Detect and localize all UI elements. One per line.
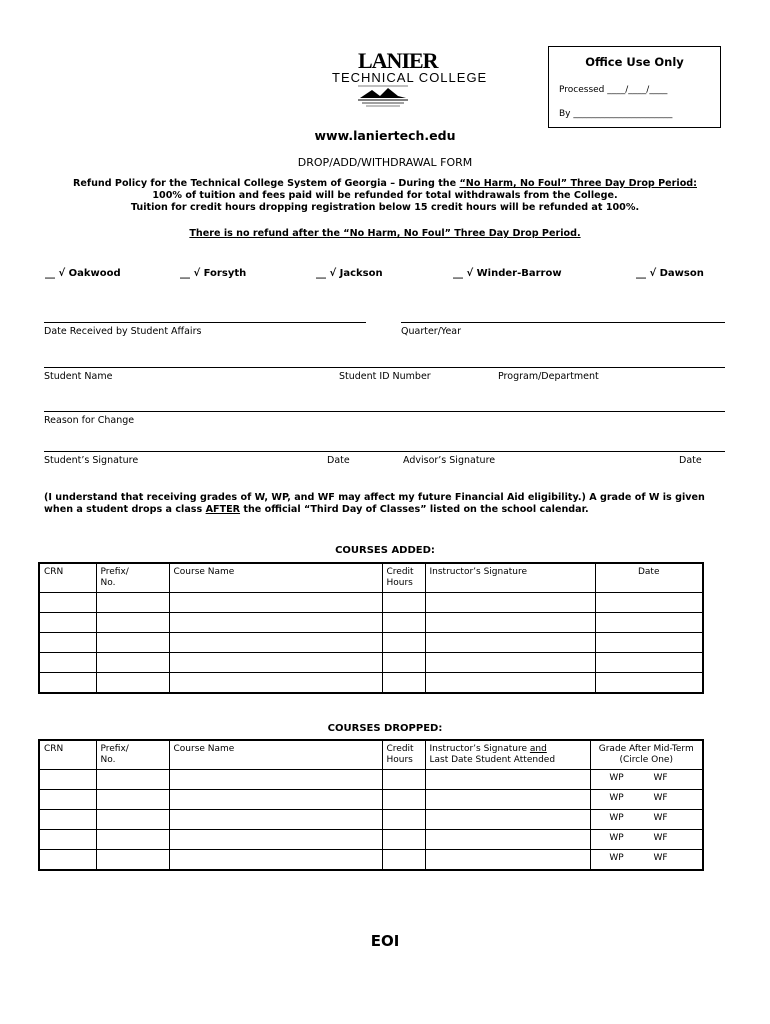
date-received-label: Date Received by Student Affairs <box>44 326 202 337</box>
table-row[interactable] <box>39 593 703 613</box>
reason-label: Reason for Change <box>44 415 135 426</box>
signature-line[interactable] <box>44 451 725 452</box>
policy-line3: Tuition for credit hours dropping registration below 15 credit hours will be refunded at 100%. <box>130 202 640 213</box>
policy-line1-prefix: Refund Policy for the Technical College System of Georgia – During the <box>73 178 460 189</box>
courses-added-title: COURSES ADDED: <box>335 545 435 556</box>
header-prefix: Prefix/ No. <box>96 740 169 770</box>
student-signature-label: Student’s Signature <box>44 455 139 466</box>
courses-dropped-title: COURSES DROPPED: <box>327 723 443 734</box>
campus-winder-barrow[interactable]: __ √ Winder-Barrow <box>453 268 562 279</box>
table-row[interactable] <box>39 810 703 830</box>
quarter-year-label: Quarter/Year <box>401 326 462 337</box>
office-use-box <box>548 46 721 128</box>
campus-dawson[interactable]: __ √ Dawson <box>636 268 704 279</box>
form-title: DROP/ADD/WITHDRAWAL FORM <box>297 156 473 169</box>
quarter-year-line[interactable] <box>401 322 725 323</box>
program-label: Program/Department <box>498 371 599 382</box>
table-header-row <box>39 740 703 770</box>
header-crn: CRN <box>39 740 96 770</box>
campus-oakwood[interactable]: __ √ Oakwood <box>45 268 121 279</box>
header-crn: CRN <box>39 563 96 593</box>
website: www.laniertech.edu <box>314 128 456 143</box>
date-label-2: Date <box>679 455 702 466</box>
header-date: Date <box>595 563 703 593</box>
grade-wf[interactable]: WF <box>653 833 668 843</box>
campus-jackson[interactable]: __ √ Jackson <box>316 268 383 279</box>
header-prefix: Prefix/ No. <box>96 563 169 593</box>
table-row[interactable] <box>39 653 703 673</box>
note-part2: the official “Third Day of Classes” listed on the school calendar. <box>240 504 589 515</box>
header-grade: Grade After Mid-Term (Circle One) <box>590 740 703 770</box>
table-header-row <box>39 563 703 593</box>
table-row[interactable] <box>39 790 703 810</box>
grade-wp[interactable]: WP <box>609 833 624 843</box>
date-received-line[interactable] <box>44 322 366 323</box>
grade-choice[interactable] <box>590 790 703 810</box>
grade-choice[interactable] <box>590 770 703 790</box>
campus-forsyth[interactable]: __ √ Forsyth <box>180 268 247 279</box>
student-info-line[interactable] <box>44 367 725 368</box>
policy-line2: 100% of tuition and fees paid will be refunded for total withdrawals from the College. <box>152 190 618 201</box>
table-row[interactable] <box>39 850 703 870</box>
grade-choice[interactable] <box>590 810 703 830</box>
grade-wf[interactable]: WF <box>653 793 668 803</box>
header-credit-hours: Credit Hours <box>382 563 425 593</box>
header-instructor-signature: Instructor’s Signature <box>425 563 595 593</box>
grade-wp[interactable]: WP <box>609 773 624 783</box>
grade-wp[interactable]: WP <box>609 853 624 863</box>
processed-by-field[interactable]: By ______________________ <box>559 109 673 119</box>
note-part1: (I understand that receiving grades of W, WP, and WF may affect my future Financial Aid eligibility.) A grade of W is given when a student drops a class <box>44 492 705 515</box>
table-row[interactable] <box>39 770 703 790</box>
reason-line[interactable] <box>44 411 725 412</box>
office-title: Office Use Only <box>585 55 684 69</box>
student-id-label: Student ID Number <box>339 371 431 382</box>
grade-wp[interactable]: WP <box>609 793 624 803</box>
logo-subtitle: TECHNICAL COLLEGE <box>332 70 488 85</box>
header-credit-hours: Credit Hours <box>382 740 425 770</box>
policy-line1-underlined: “No Harm, No Foul” Three Day Drop Period: <box>459 178 697 189</box>
table-row[interactable] <box>39 830 703 850</box>
footer-eoi: EOI <box>370 932 400 950</box>
grade-wp[interactable]: WP <box>609 813 624 823</box>
logo-mountain-icon <box>358 84 408 108</box>
courses-dropped-table <box>38 739 704 871</box>
financial-aid-note <box>44 492 724 516</box>
header-course-name: Course Name <box>169 740 382 770</box>
grade-wf[interactable]: WF <box>653 813 668 823</box>
grade-choice[interactable] <box>590 850 703 870</box>
table-row[interactable] <box>39 673 703 693</box>
header-course-name: Course Name <box>169 563 382 593</box>
instructor-header-and: and <box>529 744 547 754</box>
advisor-signature-label: Advisor’s Signature <box>403 455 496 466</box>
instructor-header-b: Last Date Student Attended <box>429 755 556 765</box>
table-row[interactable] <box>39 633 703 653</box>
processed-field[interactable]: Processed ____/____/____ <box>559 85 668 95</box>
grade-wf[interactable]: WF <box>653 853 668 863</box>
grade-wf[interactable]: WF <box>653 773 668 783</box>
header-instructor-signature <box>425 740 590 770</box>
table-row[interactable] <box>39 613 703 633</box>
logo-name: LANIER <box>358 48 438 73</box>
grade-choice[interactable] <box>590 830 703 850</box>
date-label-1: Date <box>327 455 350 466</box>
no-refund-notice: There is no refund after the “No Harm, No Foul” Three Day Drop Period. <box>189 228 581 239</box>
note-after: AFTER <box>205 504 241 515</box>
student-name-label: Student Name <box>44 371 113 382</box>
instructor-header-a: Instructor’s Signature <box>429 744 530 754</box>
courses-added-table <box>38 562 704 694</box>
refund-policy <box>0 178 770 214</box>
